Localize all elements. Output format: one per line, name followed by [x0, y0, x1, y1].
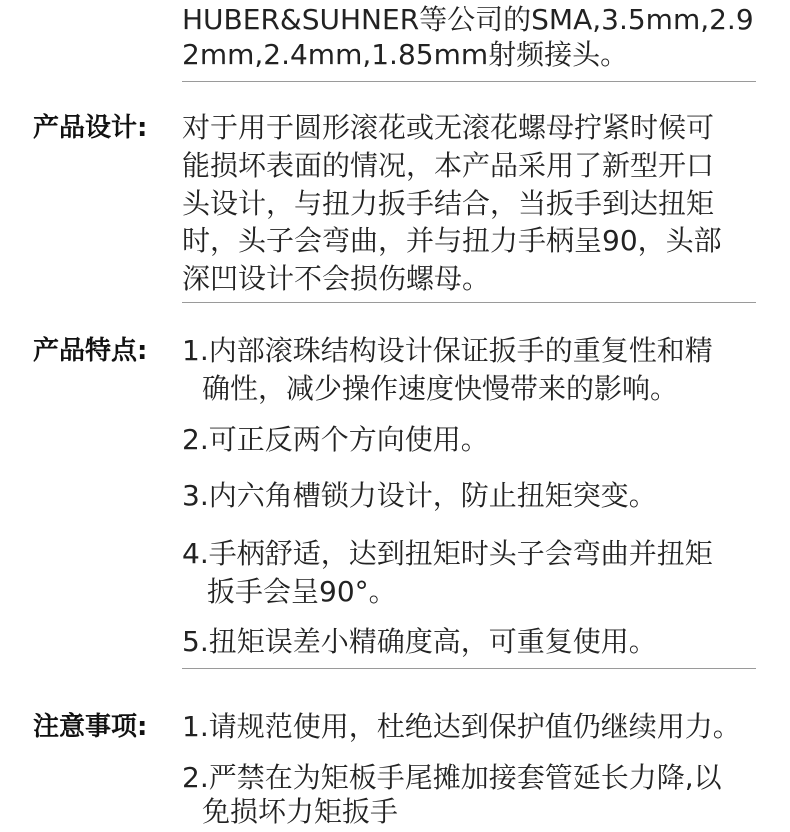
divider: [182, 668, 756, 669]
design-label: 产品设计:: [33, 113, 148, 143]
feature-4-line-1: 4.手柄舒适，达到扭矩时头子会弯曲并扭矩: [182, 537, 713, 570]
note-2-line-1: 2.严禁在为矩板手尾摊加接套管延长力降,以: [182, 761, 722, 794]
feature-1-line-2: 确性，减少操作速度快慢带来的影响。: [202, 372, 679, 405]
design-line-5: 深凹设计不会损伤螺母。: [182, 262, 491, 295]
divider: [182, 302, 756, 303]
design-line-1: 对于用于圆形滚花或无滚花螺母拧紧时候可: [182, 111, 715, 144]
note-2-line-2: 免损坏力矩扳手: [202, 795, 399, 828]
note-1-line-1: 1.请规范使用，杜绝达到保护值仍继续用力。: [182, 710, 741, 743]
feature-4-line-2: 扳手会呈90°。: [207, 575, 397, 608]
feature-1-line-1: 1.内部滚珠结构设计保证扳手的重复性和精: [182, 334, 713, 367]
notes-label: 注意事项:: [33, 712, 148, 742]
intro-line-1: HUBER&SUHNER等公司的SMA,3.5mm,2.9: [182, 3, 754, 36]
feature-2-line-1: 2.可正反两个方向使用。: [182, 423, 489, 456]
intro-line-2: 2mm,2.4mm,1.85mm射频接头。: [182, 38, 629, 71]
design-line-3: 头设计，与扭力扳手结合，当扳手到达扭矩: [182, 187, 715, 220]
feature-3-line-1: 3.内六角槽锁力设计，防止扭矩突变。: [182, 479, 657, 512]
design-line-2: 能损坏表面的情况，本产品采用了新型开口: [182, 149, 715, 182]
feature-5-line-1: 5.扭矩误差小精确度高，可重复使用。: [182, 625, 657, 658]
design-line-4: 时，头子会弯曲，并与扭力手柄呈90，头部: [182, 224, 722, 257]
divider: [182, 81, 756, 82]
features-label: 产品特点:: [33, 336, 148, 366]
